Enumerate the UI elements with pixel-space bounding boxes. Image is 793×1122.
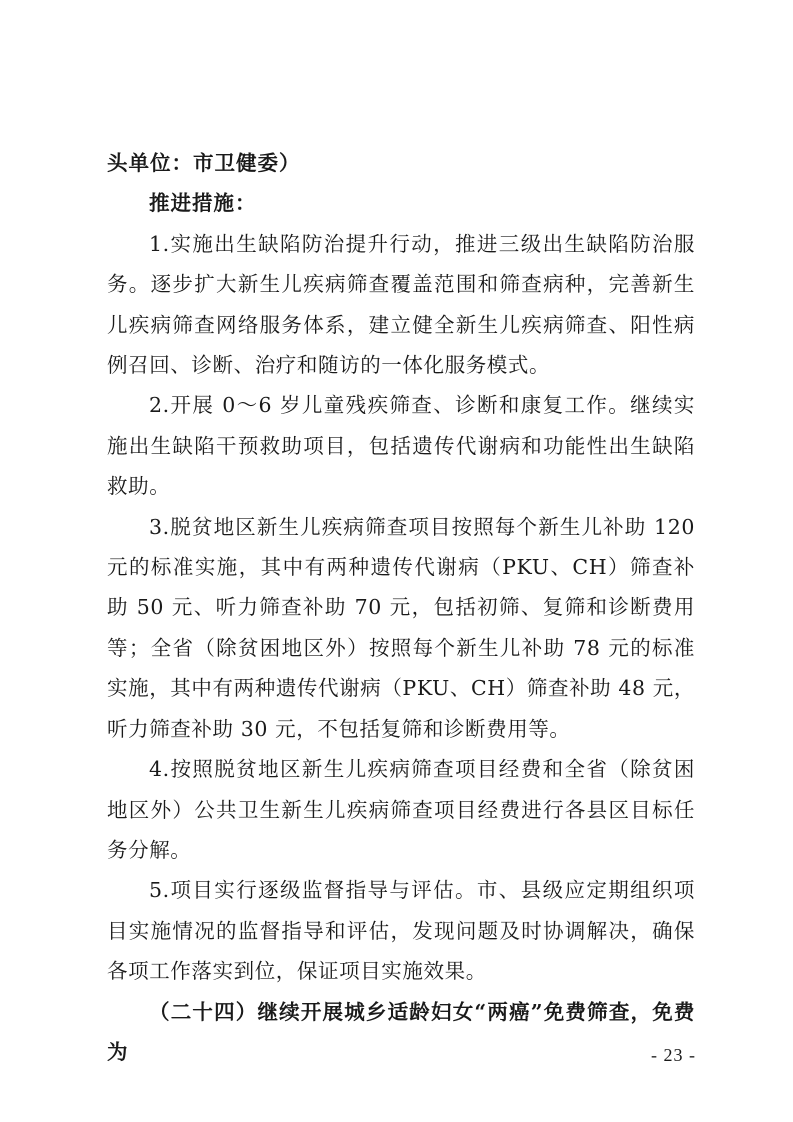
continuation-heading: 头单位：市卫健委） [107,151,301,175]
paragraph-4: 4.按照脱贫地区新生儿疾病筛查项目经费和全省（除贫困地区外）公共卫生新生儿疾病筛查项目经费进行各县区目标任务分解。 [107,757,695,862]
page-number: - 23 - [651,1045,696,1065]
paragraph-3: 3.脱贫地区新生儿疾病筛查项目按照每个新生儿补助 120 元的标准实施，其中有两种遗传代谢病（PKU、CH）筛查补助 50 元、听力筛查补助 70 元，包括初筛、复筛和诊断费用等；全省（除贫困地区外）按照每个新生儿补助 78 元的标准实施，其中有两种遗传代谢病（PKU、CH）筛查补助 48 元，听力筛查补助 30 元，不包括复筛和诊断费用等。 [107,514,695,741]
section-heading: （二十四）继续开展城乡适龄妇女“两癌”免费筛查，免费为 [107,999,695,1064]
paragraph-1: 1.实施出生缺陷防治提升行动，推进三级出生缺陷防治服务。逐步扩大新生儿疾病筛查覆盖范围和筛查病种，完善新生儿疾病筛查网络服务体系，建立健全新生儿疾病筛查、阳性病例召回、诊断、治疗和随访的一体化服务模式。 [107,231,695,378]
paragraph-2: 2.开展 0～6 岁儿童残疾筛查、诊断和康复工作。继续实施出生缺陷干预救助项目，包括遗传代谢病和功能性出生缺陷救助。 [107,393,695,499]
body-text [107,143,695,1072]
paragraph-5: 5.项目实行逐级监督指导与评估。市、县级应定期组织项目实施情况的监督指导和评估，发现问题及时协调解决，确保各项工作落实到位，保证项目实施效果。 [107,878,695,984]
measures-heading: 推进措施： [149,191,257,216]
